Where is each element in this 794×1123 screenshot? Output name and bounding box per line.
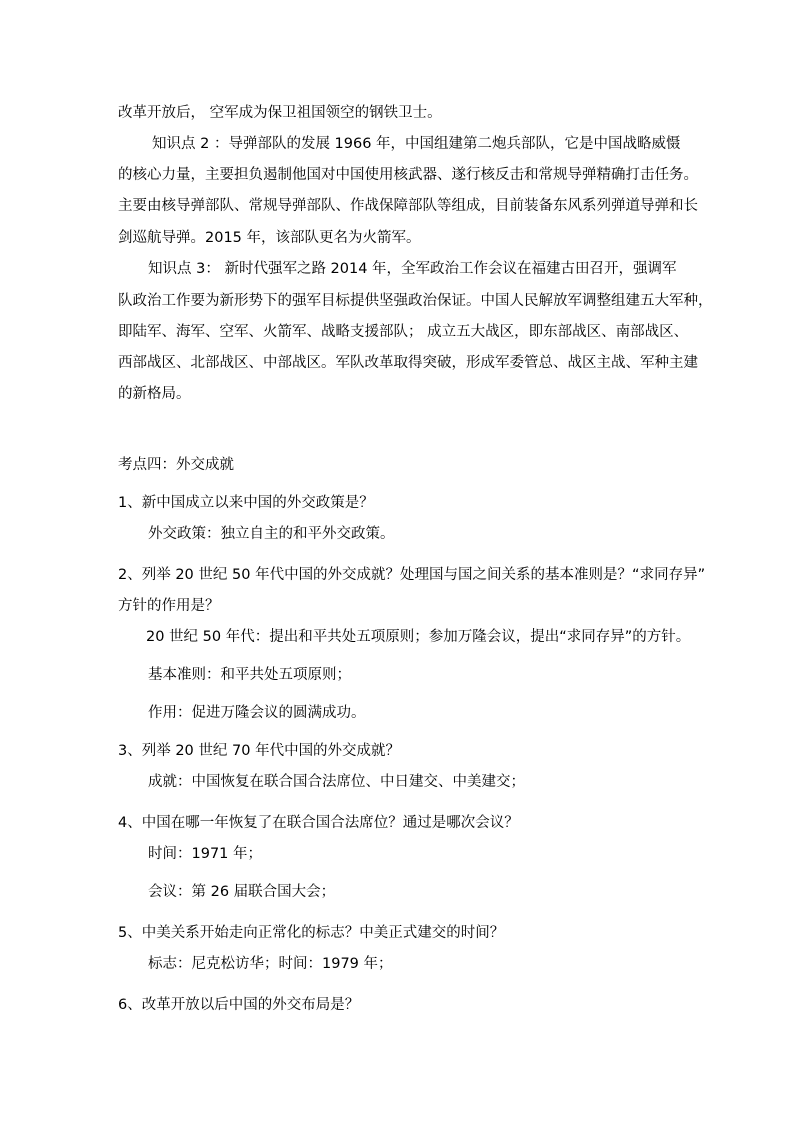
question-3: 3、列举 20 世纪 70 年代中国的外交成就？ xyxy=(118,743,401,759)
answer-line: 作用：促进万隆会议的圆满成功。 xyxy=(148,705,366,721)
paragraph-line: 主要由核导弹部队、常规导弹部队、作战保障部队等组成，目前装备东风系列弹道导弹和长 xyxy=(118,198,698,214)
answer-line: 会议：第 26 届联合国大会； xyxy=(148,884,336,900)
paragraph-line: 剑巡航导弹。2015 年，该部队更名为火箭军。 xyxy=(118,230,421,246)
answer-line: 基本准则：和平共处五项原则； xyxy=(148,667,351,683)
answer-line: 时间：1971 年； xyxy=(148,846,263,862)
answer-line: 20 世纪 50 年代：提出和平共处五项原则；参加万隆会议，提出“求同存异”的方针。 xyxy=(146,629,691,645)
answer-line: 成就：中国恢复在联合国合法席位、中日建交、中美建交； xyxy=(148,774,525,790)
question-2: 2、列举 20 世纪 50 年代中国的外交成就？处理国与国之间关系的基本准则是？“求同存异” xyxy=(118,567,706,583)
answer-line: 外交政策：独立自主的和平外交政策。 xyxy=(148,526,395,542)
answer-line: 标志：尼克松访华；时间：1979 年； xyxy=(148,956,393,972)
question-6: 6、改革开放以后中国的外交布局是？ xyxy=(118,997,360,1013)
paragraph-line: 即陆军、海军、空军、火箭军、战略支援部队； 成立五大战区，即东部战区、南部战区、 xyxy=(118,324,689,340)
paragraph-line: 的核心力量，主要担负遏制他国对中国使用核武器、遂行核反击和常规导弹精确打击任务。 xyxy=(118,167,698,183)
paragraph-line: 西部战区、北部战区、中部战区。军队改革取得突破，形成军委管总、战区主战、军种主建 xyxy=(118,355,698,371)
question-1: 1、新中国成立以来中国的外交政策是？ xyxy=(118,495,374,511)
question-5: 5、中美关系开始走向正常化的标志？中美正式建交的时间？ xyxy=(118,925,505,941)
paragraph-line: 的新格局。 xyxy=(118,386,191,402)
section-heading: 考点四：外交成就 xyxy=(118,457,234,473)
paragraph-line: 改革开放后， 空军成为保卫祖国领空的钢铁卫士。 xyxy=(118,105,442,121)
knowledge-point-3-heading: 知识点 3： 新时代强军之路 2014 年，全军政治工作会议在福建古田召开，强调军 xyxy=(148,261,677,277)
knowledge-point-2-heading: 知识点 2 ：导弹部队的发展 1966 年，中国组建第二炮兵部队，它是中国战略威慑 xyxy=(152,136,681,152)
question-2-continued: 方针的作用是？ xyxy=(118,598,220,614)
question-4: 4、中国在哪一年恢复了在联合国合法席位？通过是哪次会议？ xyxy=(118,815,519,831)
paragraph-line: 队政治工作要为新形势下的强军目标提供坚强政治保证。中国人民解放军调整组建五大军种， xyxy=(118,293,713,309)
